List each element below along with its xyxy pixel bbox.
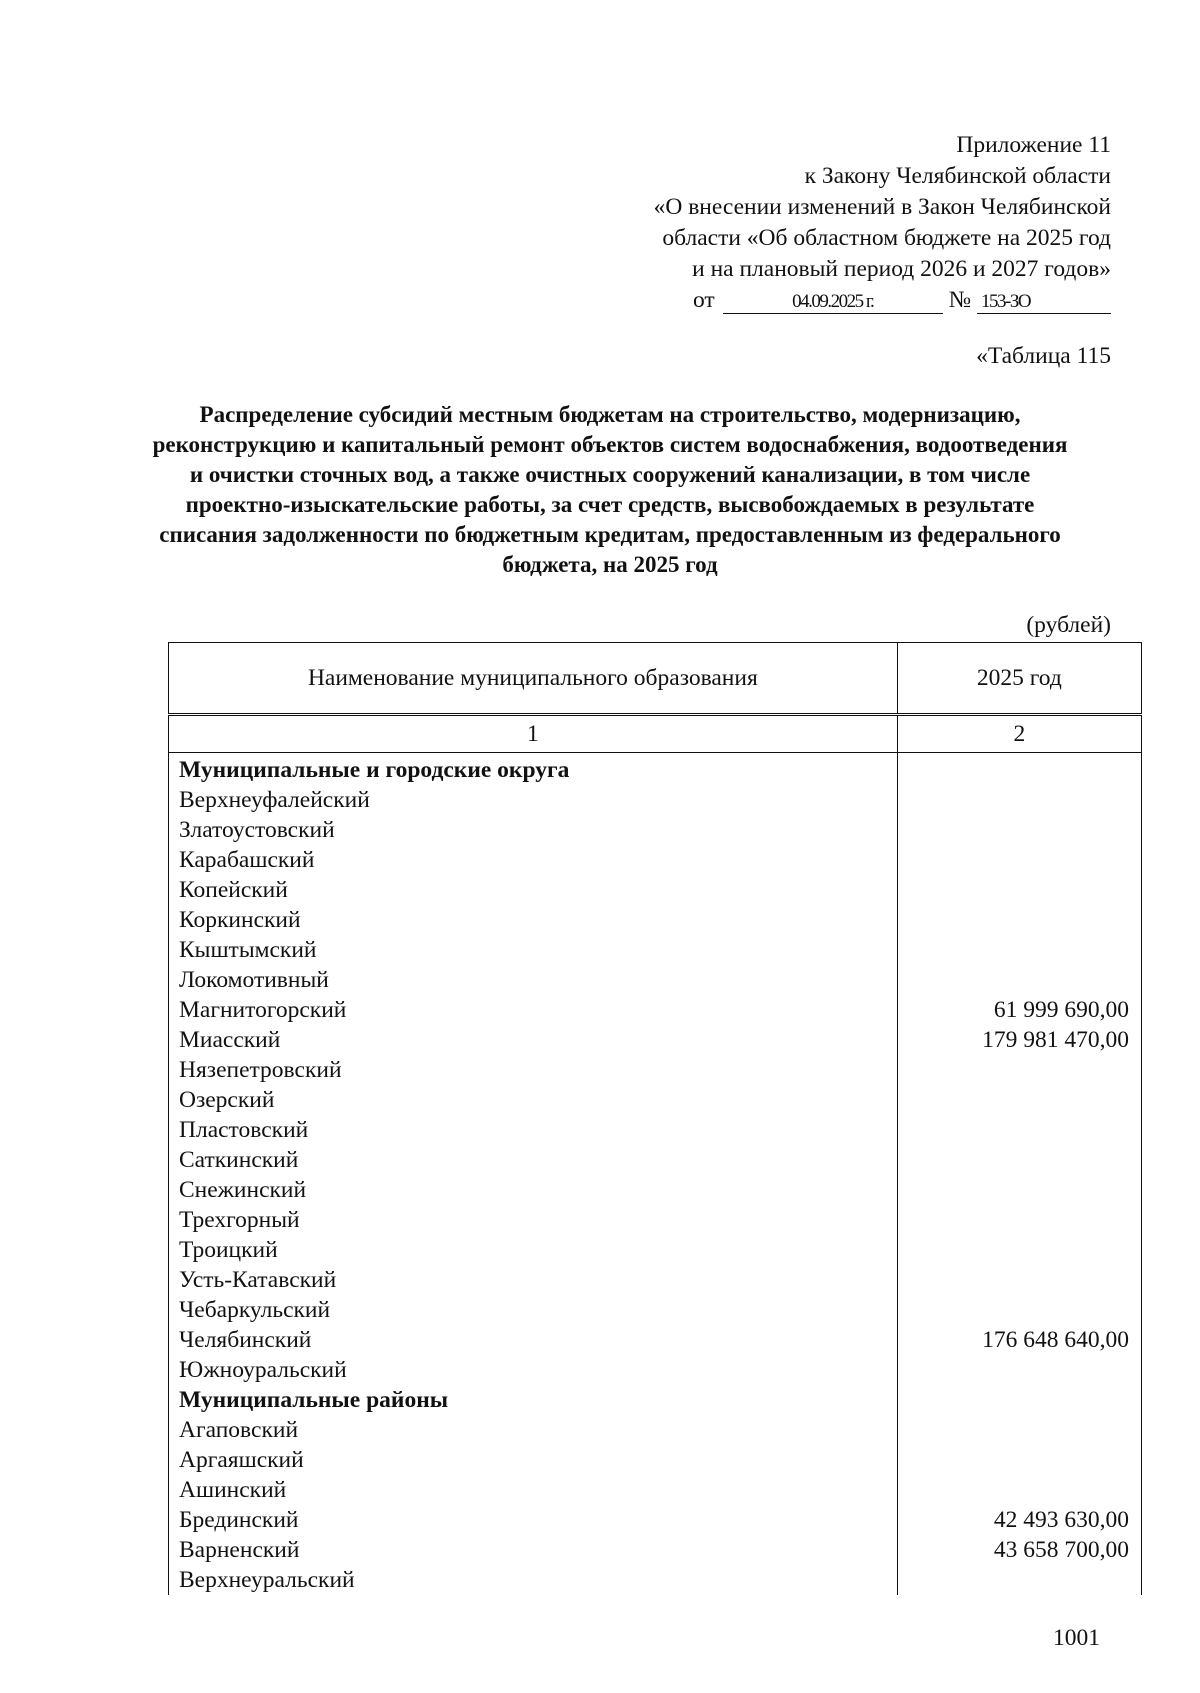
amount-value [897, 1385, 1141, 1415]
municipality-name: Варненский [169, 1535, 898, 1565]
table-row [169, 995, 1142, 1025]
municipality-name: Агаповский [169, 1415, 898, 1445]
appendix-line: области «Об областном бюджете на 2025 год [662, 225, 1111, 251]
appendix-header [654, 130, 1111, 316]
amount-value [897, 1115, 1141, 1145]
municipality-name: Челябинский [169, 1325, 898, 1355]
municipality-name: Карабашский [169, 845, 898, 875]
municipality-name: Копейский [169, 875, 898, 905]
municipality-name: Снежинский [169, 1175, 898, 1205]
municipality-name: Верхнеуфалейский [169, 785, 898, 815]
amount-value [897, 1175, 1141, 1205]
amount-value [897, 935, 1141, 965]
table-row [169, 1535, 1142, 1565]
table-row [169, 845, 1142, 875]
municipality-name: Южноуральский [169, 1355, 898, 1385]
page-number: 1001 [1053, 1625, 1100, 1651]
municipality-name: Верхнеуральский [169, 1565, 898, 1595]
table-row [169, 1175, 1142, 1205]
column-header-name: Наименование муниципального образования [169, 643, 898, 715]
appendix-line: к Закону Челябинской области [804, 163, 1111, 189]
table-row [169, 1355, 1142, 1385]
table-row [169, 875, 1142, 905]
amount-value [897, 1445, 1141, 1475]
amount-value [897, 1415, 1141, 1445]
table-row [169, 1055, 1142, 1085]
table-row [169, 905, 1142, 935]
amount-value [897, 1265, 1141, 1295]
amount-value [897, 753, 1141, 786]
table-row [169, 785, 1142, 815]
from-label: от [692, 287, 715, 313]
document-title: Распределение субсидий местным бюджетам на строительство, модернизацию, реконструкцию и капитальный ремонт объектов систем водоснабжения, водоотведения и очистки сточных вод, а также очистных сооружений канализации, в том числе проектно-изыскательские работы, за счет средств, высвобождаемых в результате списания задолженности по бюджетным кредитам, предоставленным из федерального бюджета, на 2025 год [152, 402, 1068, 577]
number-label: № [948, 287, 971, 313]
group-name: Муниципальные и городские округа [169, 753, 898, 786]
appendix-line: и на плановый период 2026 и 2027 годов» [692, 256, 1111, 282]
municipality-name: Коркинский [169, 905, 898, 935]
municipality-name: Миасский [169, 1025, 898, 1055]
amount-value: 43 658 700,00 [897, 1535, 1141, 1565]
amount-value [897, 1055, 1141, 1085]
amount-value [897, 785, 1141, 815]
table-row [169, 1475, 1142, 1505]
table-row [169, 1295, 1142, 1325]
table-row [169, 1445, 1142, 1475]
table-row [169, 1415, 1142, 1445]
table-header-row [169, 643, 1142, 715]
law-number: 153-ЗО [977, 291, 1111, 314]
column-index-2: 2 [897, 715, 1141, 753]
column-index-1: 1 [169, 715, 898, 753]
subsidy-table [168, 642, 1142, 1595]
municipality-name: Аргаяшский [169, 1445, 898, 1475]
amount-value [897, 1145, 1141, 1175]
amount-value [897, 1235, 1141, 1265]
amount-value [897, 1205, 1141, 1235]
amount-value [897, 845, 1141, 875]
units-label: (рублей) [1026, 612, 1111, 638]
table-row [169, 1235, 1142, 1265]
municipality-name: Магнитогорский [169, 995, 898, 1025]
amount-value [897, 905, 1141, 935]
table-row [169, 1325, 1142, 1355]
amount-value: 42 493 630,00 [897, 1505, 1141, 1535]
group-row [169, 1385, 1142, 1415]
municipality-name: Златоустовский [169, 815, 898, 845]
municipality-name: Кыштымский [169, 935, 898, 965]
amount-value: 61 999 690,00 [897, 995, 1141, 1025]
amount-value [897, 1475, 1141, 1505]
amount-value [897, 815, 1141, 845]
column-header-year: 2025 год [897, 643, 1141, 715]
amount-value [897, 1295, 1141, 1325]
amount-value [897, 1565, 1141, 1595]
table-row [169, 1085, 1142, 1115]
municipality-name: Чебаркульский [169, 1295, 898, 1325]
table-body [169, 715, 1142, 1596]
municipality-name: Брединский [169, 1505, 898, 1535]
table-row [169, 965, 1142, 995]
amount-value: 176 648 640,00 [897, 1325, 1141, 1355]
amount-value: 179 981 470,00 [897, 1025, 1141, 1055]
amount-value [897, 1355, 1141, 1385]
table-row [169, 1565, 1142, 1595]
municipality-name: Озерский [169, 1085, 898, 1115]
amount-value [897, 875, 1141, 905]
table-row [169, 1145, 1142, 1175]
table-row [169, 1205, 1142, 1235]
appendix-line: «О внесении изменений в Закон Челябинской [653, 194, 1111, 220]
municipality-name: Трехгорный [169, 1205, 898, 1235]
municipality-name: Нязепетровский [169, 1055, 898, 1085]
table-row [169, 1025, 1142, 1055]
amount-value [897, 1085, 1141, 1115]
table-row [169, 935, 1142, 965]
table-row [169, 1505, 1142, 1535]
amount-value [897, 965, 1141, 995]
municipality-name: Пластовский [169, 1115, 898, 1145]
law-reference-line [654, 285, 1111, 316]
table-row [169, 1265, 1142, 1295]
municipality-name: Усть-Катавский [169, 1265, 898, 1295]
municipality-name: Ашинский [169, 1475, 898, 1505]
law-date: 04.09.2025 г. [723, 291, 943, 314]
appendix-line: Приложение 11 [956, 132, 1111, 158]
municipality-name: Троицкий [169, 1235, 898, 1265]
table-number: «Таблица 115 [976, 343, 1111, 369]
municipality-name: Локомотивный [169, 965, 898, 995]
column-index-row [169, 715, 1142, 753]
table-row [169, 1115, 1142, 1145]
group-name: Муниципальные районы [169, 1385, 898, 1415]
table-row [169, 815, 1142, 845]
group-row [169, 753, 1142, 786]
municipality-name: Саткинский [169, 1145, 898, 1175]
